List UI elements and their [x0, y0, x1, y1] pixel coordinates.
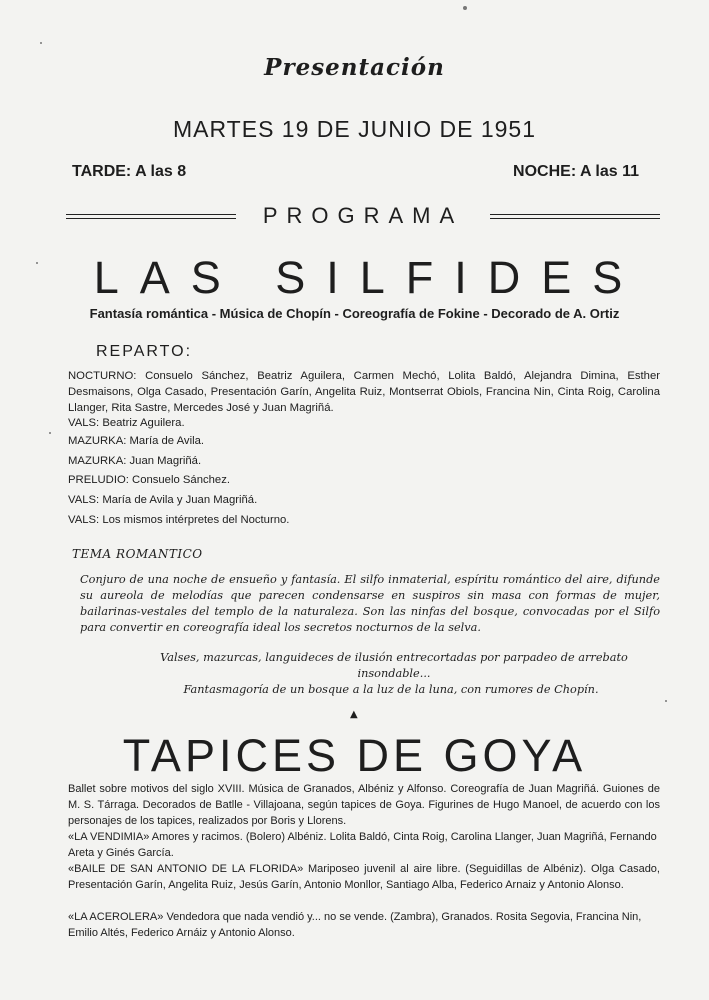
print-speck [40, 42, 42, 44]
goya-title: TAPICES DE GOYA [122, 730, 587, 781]
section-separator: ▲ [350, 709, 358, 720]
dance-item: VALS: Beatriz Aguilera. [68, 417, 185, 429]
double-rule-right [490, 214, 660, 219]
tema-paragraph: Valses, mazurcas, languideces de ilusión entrecortadas por parpadeo de arrebato insondable... [160, 651, 628, 680]
afternoon-time: TARDE: A las 8 [72, 163, 187, 180]
tema-romantico-heading: TEMA ROMANTICO [72, 547, 203, 561]
dance-item: VALS: María de Avila y Juan Magriñá. [68, 494, 258, 506]
programa-heading: PROGRAMA [262, 203, 464, 228]
nocturno-cast: NOCTURNO: Consuelo Sánchez, Beatriz Aguilera, Carmen Mechó, Lolita Baldó, Alejandra Dimina, Esther Desmaisons, Olga Casado, Presentación Garín, Angelita Ruiz, Montserrat Obiols, Francina Nin, Cinta Roig, Carolina Llanger, Rita Sastre, Mercedes José y Juan Magriñá. [68, 370, 660, 414]
print-speck [665, 700, 667, 702]
tema-paragraph: Conjuro de una noche de ensueño y fantasía. El silfo inmaterial, espíritu romántico del aire, difunde su aureola de melodías que parecen condensarse en suspiros sin masa con formas de mujer, bailarinas-vestales del templo de la naturaleza. Son las ninfas del bosque, convocadas por el Silfo para convertir en coreografía ideal los secretos nocturnos de la selva. [80, 573, 660, 634]
dance-item: VALS: Los mismos intérpretes del Nocturno. [68, 514, 290, 526]
tema-paragraph: Fantasmagoría de un bosque a la luz de la luna, con rumores de Chopín. [183, 683, 599, 696]
print-speck [463, 6, 467, 10]
event-date: MARTES 19 DE JUNIO DE 1951 [172, 116, 537, 142]
goya-scene: «BAILE DE SAN ANTONIO DE LA FLORIDA» Mariposeo juvenil al aire libre. (Seguidillas de Albéniz). Olga Casado, Presentación Garín, Angelita Ruiz, Jesús Garín, Antonio Monllor, Santiago Alba, Federico Arnaiz y Antonio Alonso. [68, 863, 660, 891]
reparto-heading: REPARTO: [96, 343, 193, 360]
silfides-subtitle: Fantasía romántica - Música de Chopín - Coreografía de Fokine - Decorado de A. Ortiz [89, 306, 620, 321]
goya-scene: «LA VENDIMIA» Amores y racimos. (Bolero) Albéniz. Lolita Baldó, Cinta Roig, Carolina Llanger, Juan Magriñá, Fernando Areta y Ginés García. [68, 831, 657, 859]
silfides-title: LAS SILFIDES [93, 252, 644, 303]
goya-scene: «LA ACEROLERA» Vendedora que nada vendió y... no se vende. (Zambra), Granados. Rosita Segovia, Francina Nin, Emilio Altés, Federico Arnáiz y Antonio Alonso. [68, 911, 642, 939]
dance-item: PRELUDIO: Consuelo Sánchez. [68, 474, 231, 486]
evening-time: NOCHE: A las 11 [513, 163, 639, 180]
presentacion-heading: Presentación [264, 54, 445, 81]
print-speck [36, 262, 38, 264]
goya-description: Ballet sobre motivos del siglo XVIII. Música de Granados, Albéniz y Alfonso. Coreografía de Juan Magriñá. Guiones de M. S. Tárraga. Decorados de Batlle - Villajoana, según tapices de Goya. Figurines de Hugo Manoel, de acuerdo con los personajes de los tapices, realizados por Boris y Llorens. [68, 783, 660, 827]
programa-banner [66, 203, 660, 233]
dance-item: MAZURKA: María de Avila. [68, 435, 205, 447]
print-speck [49, 432, 51, 434]
dance-item: MAZURKA: Juan Magriñá. [68, 455, 202, 467]
